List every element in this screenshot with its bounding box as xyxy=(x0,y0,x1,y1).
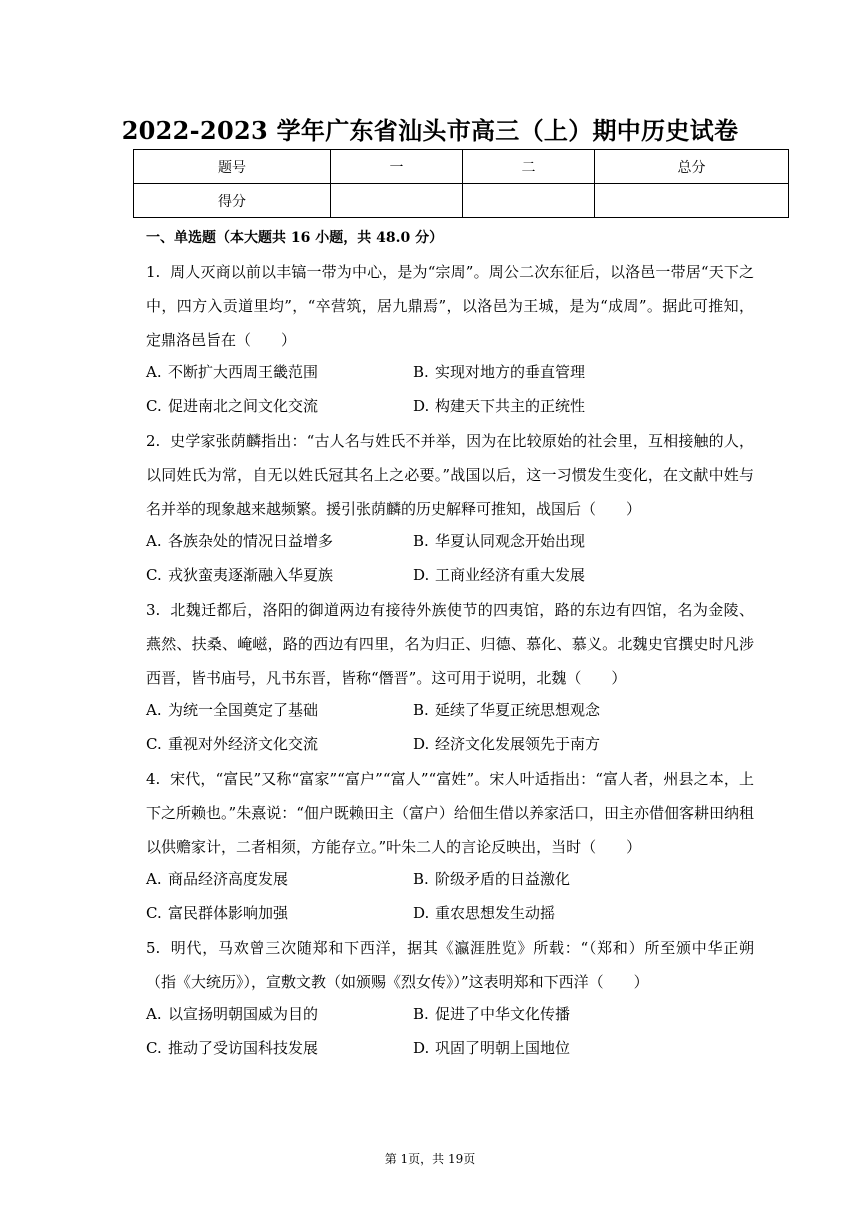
score-cell-total xyxy=(595,184,789,218)
score-table-header-row xyxy=(134,150,789,184)
question-number: 5. xyxy=(146,939,161,957)
option-5c: C. 推动了受访国科技发展 xyxy=(146,1039,319,1057)
page-title: 2022-2023 学年广东省汕头市高三（上）期中历史试卷 xyxy=(121,116,739,145)
option-1a: A. 不断扩大西周王畿范围 xyxy=(146,363,319,381)
option-5a: A. 以宣扬明朝国威为目的 xyxy=(146,1005,319,1023)
score-table-score-row xyxy=(134,184,789,218)
option-5b: B. 促进了中华文化传播 xyxy=(413,1005,571,1023)
option-4c: C. 富民群体影响加强 xyxy=(146,904,289,922)
header-cell-part-one: 一 xyxy=(331,150,463,184)
question-1 xyxy=(146,255,754,357)
question-number: 4. xyxy=(146,770,161,788)
question-2 xyxy=(146,424,754,526)
option-3c: C. 重视对外经济文化交流 xyxy=(146,735,319,753)
option-4b: B. 阶级矛盾的日益激化 xyxy=(413,870,571,888)
option-4d: D. 重农思想发生动摇 xyxy=(413,904,556,922)
option-3b: B. 延续了华夏正统思想观念 xyxy=(413,701,601,719)
option-2c: C. 戎狄蛮夷逐渐融入华夏族 xyxy=(146,566,334,584)
question-stem: 北魏迁都后，洛阳的御道两边有接待外族使节的四夷馆，路的东边有四馆，名为金陵、燕然、扶桑、崦嵫，路的西边有四里，名为归正、归德、慕化、慕义。北魏史官撰史时凡涉西晋，皆书庙号，凡书东晋，皆称“僭晋”。这可用于说明，北魏（ ） xyxy=(146,601,754,687)
option-2d: D. 工商业经济有重大发展 xyxy=(413,566,586,584)
page-footer: 第 1页，共 19页 xyxy=(384,1152,476,1166)
score-table xyxy=(133,149,789,218)
option-1b: B. 实现对地方的垂直管理 xyxy=(413,363,586,381)
question-stem: 宋代，“富民”又称“富家”“富户”“富人”“富姓”。宋人叶适指出：“富人者，州县之本，上下之所赖也。”朱熹说：“佃户既赖田主（富户）给佃生借以养家活口，田主亦借佃客耕田纳租以供赡家计，二者相须，方能存立。”叶朱二人的言论反映出，当时（ ） xyxy=(146,770,754,856)
option-3d: D. 经济文化发展领先于南方 xyxy=(413,735,601,753)
score-cell-part-two xyxy=(463,184,595,218)
question-number: 1. xyxy=(146,263,161,281)
option-1c: C. 促进南北之间文化交流 xyxy=(146,397,319,415)
header-cell-part-two: 二 xyxy=(463,150,595,184)
question-stem: 史学家张荫麟指出：“古人名与姓氏不并举，因为在比较原始的社会里，互相接触的人，以同姓氏为常，自无以姓氏冠其名上之必要。”战国以后，这一习惯发生变化，在文献中姓与名并举的现象越来越频繁。援引张荫麟的历史解释可推知，战国后（ ） xyxy=(146,432,754,518)
question-4 xyxy=(146,762,754,864)
option-4a: A. 商品经济高度发展 xyxy=(146,870,289,888)
option-2a: A. 各族杂处的情况日益增多 xyxy=(146,532,334,550)
section-heading: 一、单选题（本大题共 16 小题，共 48.0 分） xyxy=(146,230,444,246)
option-1d: D. 构建天下共主的正统性 xyxy=(413,397,586,415)
question-stem: 周人灭商以前以丰镐一带为中心，是为“宗周”。周公二次东征后，以洛邑一带居“天下之中，四方入贡道里均”，“卒营筑，居九鼎焉”，以洛邑为王城，是为“成周”。据此可推知，定鼎洛邑旨在（ ） xyxy=(146,263,754,349)
score-cell-part-one xyxy=(331,184,463,218)
header-cell-total: 总分 xyxy=(595,150,789,184)
option-2b: B. 华夏认同观念开始出现 xyxy=(413,532,586,550)
question-number: 2. xyxy=(146,432,161,450)
question-3 xyxy=(146,593,754,695)
question-number: 3. xyxy=(146,601,161,619)
header-cell-question-number: 题号 xyxy=(134,150,331,184)
question-stem: 明代，马欢曾三次随郑和下西洋，据其《瀛涯胜览》所载：“（郑和）所至颁中华正朔（指《大统历》），宣敷文教（如颁赐《烈女传》）”这表明郑和下西洋（ ） xyxy=(146,939,754,991)
option-5d: D. 巩固了明朝上国地位 xyxy=(413,1039,571,1057)
score-row-label: 得分 xyxy=(134,184,331,218)
question-5 xyxy=(146,931,754,999)
option-3a: A. 为统一全国奠定了基础 xyxy=(146,701,319,719)
